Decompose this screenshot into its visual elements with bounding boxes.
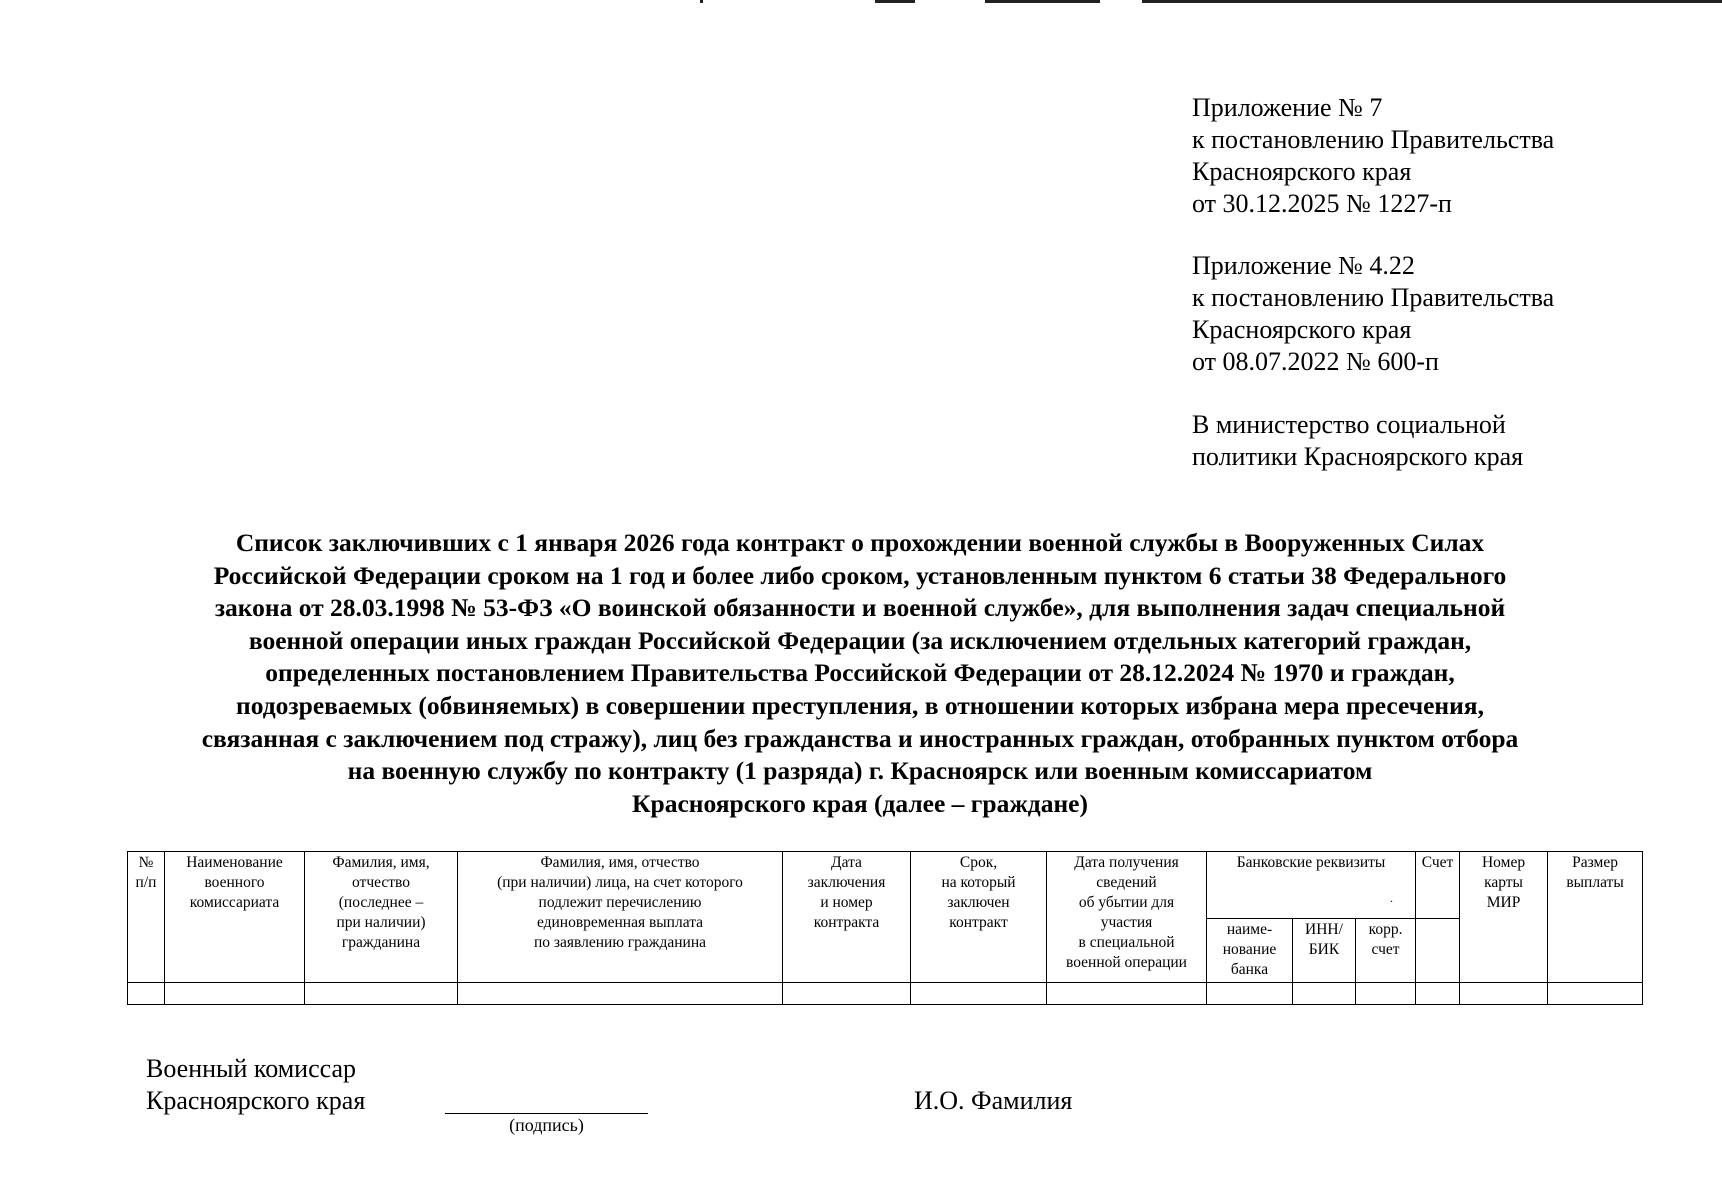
header-line: по заявлению гражданина <box>533 934 707 951</box>
header-line: (последнее – <box>338 894 424 911</box>
header-line: военного <box>204 874 265 891</box>
header-line: Наименование <box>186 854 283 871</box>
header-line: отчество <box>352 874 410 891</box>
header-corr-account <box>1356 919 1416 983</box>
table-cell[interactable] <box>128 983 165 1005</box>
header-line: и номер <box>820 894 873 911</box>
table-cell[interactable] <box>1416 983 1460 1005</box>
header-line: Дата <box>831 854 862 871</box>
appendix-7-block <box>1192 92 1652 220</box>
header-bank-name <box>1207 919 1293 983</box>
appendix-line: от 30.12.2025 № 1227-п <box>1192 189 1452 218</box>
scan-edge-line <box>985 0 1100 3</box>
table-cell[interactable] <box>1460 983 1548 1005</box>
title-line: на военную службу по контракту (1 разряда) г. Красноярск или военным комиссариатом <box>347 756 1373 786</box>
title-line: Российской Федерации сроком на 1 год и более либо сроком, установленным пунктом 6 статьи 38 Федерального <box>213 560 1507 590</box>
header-line: гражданина <box>341 934 421 951</box>
header-line: Срок, <box>959 854 998 871</box>
table-cell[interactable] <box>783 983 911 1005</box>
header-line: комиссариата <box>189 894 280 911</box>
header-contract-term <box>911 852 1047 983</box>
addressee-line: В министерство социальной <box>1192 410 1506 439</box>
header-line: подлежит перечислению <box>538 894 702 911</box>
appendix-line: Приложение № 7 <box>1192 93 1383 122</box>
title-line: военной операции иных граждан Российской Федерации (за исключением отдельных категорий граждан, <box>248 625 1472 655</box>
appendix-line: Приложение № 4.22 <box>1192 251 1415 280</box>
header-line: карты <box>1484 874 1523 891</box>
roster-table <box>127 851 1643 1005</box>
addressee-line: политики Красноярского края <box>1192 442 1524 471</box>
scan-edge-line <box>700 0 703 3</box>
appendix-line: к постановлению Правительства <box>1192 283 1555 312</box>
header-account <box>1416 852 1460 919</box>
appendix-line: к постановлению Правительства <box>1192 125 1555 154</box>
document-title <box>110 527 1610 820</box>
header-line: (при наличии) лица, на счет которого <box>497 874 743 891</box>
header-line: Фамилия, имя, отчество <box>540 854 700 871</box>
title-line: закона от 28.03.1998 № 53-ФЗ «О воинской обязанности и военной службе», для выполнения задач специальной <box>214 593 1506 623</box>
header-line: участия <box>1100 914 1153 931</box>
header-line: выплаты <box>1566 874 1624 891</box>
table-cell[interactable] <box>165 983 305 1005</box>
signatory-position <box>146 1053 365 1117</box>
header-bank-details <box>1207 852 1416 919</box>
title-line: подозреваемых (обвиняемых) в совершении преступления, в отношении которых избрана мера пресечения, <box>236 690 1484 720</box>
signatory-position-line: Красноярского края <box>146 1086 366 1115</box>
header-line: ИНН/ <box>1305 921 1343 938</box>
signatory-position-line: Военный комиссар <box>146 1054 357 1083</box>
appendix-line: Красноярского края <box>1192 157 1412 186</box>
header-line: в специальной <box>1078 934 1175 951</box>
header-line: контракт <box>949 914 1008 931</box>
table-cell[interactable] <box>1356 983 1416 1005</box>
header-line: заключен <box>947 894 1010 911</box>
header-line: МИР <box>1486 894 1521 911</box>
title-line: связанная с заключением под стражу), лиц без гражданства и иностранных граждан, отобранных пунктом отбора <box>201 723 1519 753</box>
header-commissariat <box>165 852 305 983</box>
header-line: банка <box>1230 961 1269 978</box>
header-line: Фамилия, имя, <box>332 854 430 871</box>
header-line: заключения <box>807 874 886 891</box>
header-payment-amount <box>1548 852 1643 983</box>
header-payee-name <box>458 852 783 983</box>
header-line: сведений <box>1096 874 1157 891</box>
header-line: единовременная выплата <box>536 914 704 931</box>
header-line: п/п <box>135 874 157 891</box>
header-line: БИК <box>1308 941 1340 958</box>
appendix-4-22-block <box>1192 250 1652 378</box>
signatory-name: И.О. Фамилия <box>914 1086 1073 1115</box>
title-line: Список заключивших с 1 января 2026 года контракт о прохождении военной службы в Вооруженных Силах <box>235 528 1485 557</box>
header-line: наиме- <box>1226 921 1273 938</box>
table-cell[interactable] <box>911 983 1047 1005</box>
signature-caption: (подпись) <box>509 1115 584 1135</box>
header-line: при наличии) <box>336 914 426 931</box>
table-row <box>128 983 1643 1005</box>
scan-edge-line <box>875 0 915 3</box>
table-cell[interactable] <box>1293 983 1356 1005</box>
header-line: на который <box>941 874 1016 891</box>
table-cell[interactable] <box>1548 983 1643 1005</box>
header-account-sub <box>1416 919 1460 983</box>
header-line: корр. <box>1368 921 1403 938</box>
header-line: Номер <box>1481 854 1526 871</box>
bank-details-label: Банковские реквизиты <box>1236 854 1386 871</box>
header-line: об убытии для <box>1078 894 1175 911</box>
header-contract-date <box>783 852 911 983</box>
header-mir-card <box>1460 852 1548 983</box>
header-loss-date <box>1047 852 1207 983</box>
appendix-line: от 08.07.2022 № 600-п <box>1192 347 1439 376</box>
header-citizen-name <box>305 852 458 983</box>
addressee-block <box>1192 409 1652 473</box>
header-line: Счет <box>1421 854 1454 871</box>
header-line: военной операции <box>1066 954 1187 971</box>
header-inn-bik <box>1293 919 1356 983</box>
header-line: Дата получения <box>1074 854 1179 871</box>
table-cell[interactable] <box>1047 983 1207 1005</box>
header-line: контракта <box>813 914 880 931</box>
header-num <box>128 852 165 983</box>
title-line: Красноярского края (далее – граждане) <box>632 788 1088 818</box>
title-line: определенных постановлением Правительства Российской Федерации от 28.12.2024 № 1970 и граждан, <box>265 658 1455 688</box>
scan-edge-line <box>1142 0 1722 3</box>
signature-line[interactable] <box>445 1113 648 1114</box>
bank-details-dot: . <box>1390 891 1394 905</box>
header-line: нование <box>1222 941 1277 958</box>
table-cell[interactable] <box>1207 983 1293 1005</box>
header-line: Размер <box>1572 854 1618 871</box>
appendix-line: Красноярского края <box>1192 315 1412 344</box>
table-cell[interactable] <box>305 983 458 1005</box>
header-line: № <box>138 854 154 871</box>
table-cell[interactable] <box>458 983 783 1005</box>
header-line: счет <box>1371 941 1400 958</box>
